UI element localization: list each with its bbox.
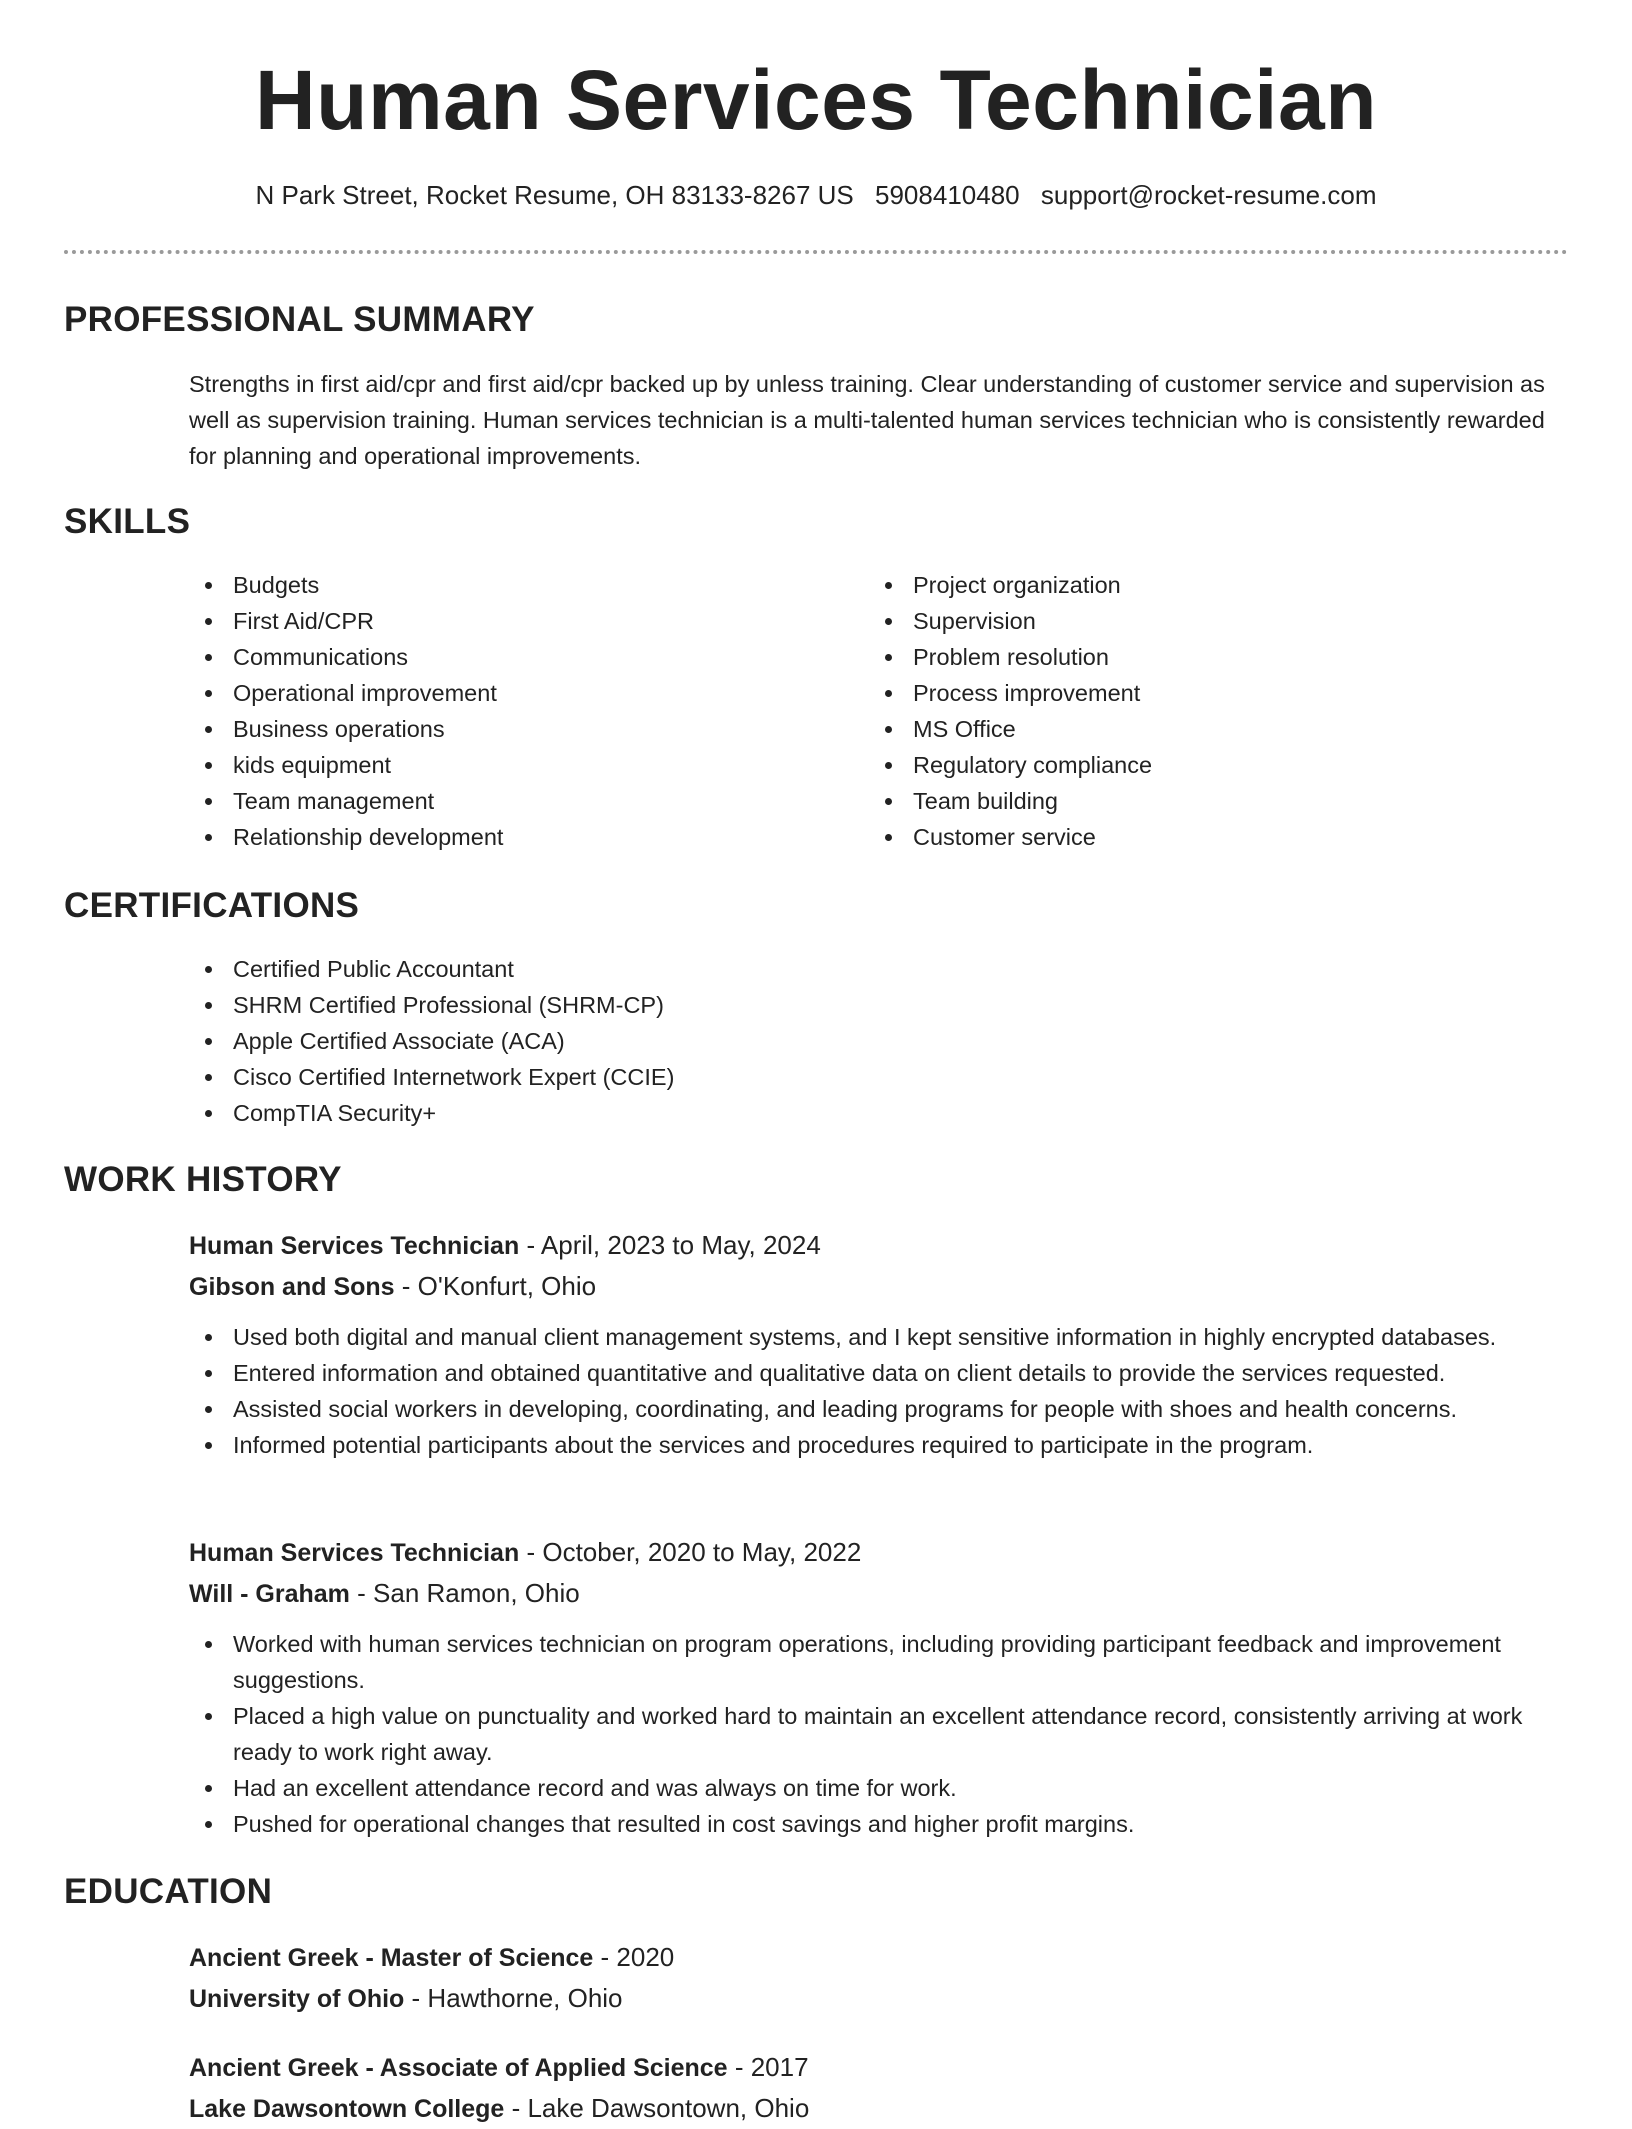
skill-item: Supervision [869,603,1509,639]
job-duties [189,1626,1579,1842]
skill-item: Team management [189,783,829,819]
job-title-line [189,1532,1579,1573]
job-dates: - October, 2020 to May, 2022 [519,1537,862,1567]
phone: 5908410480 [875,180,1020,210]
degree: Ancient Greek - Associate of Applied Science [189,2054,728,2082]
skills-heading: SKILLS [64,502,191,541]
skill-item: kids equipment [189,747,829,783]
skill-item: Regulatory compliance [869,747,1509,783]
certification-item: Apple Certified Associate (ACA) [189,1023,1089,1059]
skill-item: First Aid/CPR [189,603,829,639]
skill-item: Budgets [189,567,829,603]
certification-item: Cisco Certified Internetwork Expert (CCIE) [189,1059,1089,1095]
degree-line [189,1937,1489,1978]
skill-item: Operational improvement [189,675,829,711]
school: University of Ohio [189,1985,405,2013]
job-duty: Assisted social workers in developing, coordinating, and leading programs for people with shoes and health concerns. [189,1391,1579,1427]
school-location: - Lake Dawsontown, Ohio [504,2093,810,2123]
education-entry [189,2047,1489,2129]
job-company: Will - Graham [189,1580,350,1608]
school-line [189,2088,1489,2129]
certification-item: CompTIA Security+ [189,1095,1089,1131]
summary-text: Strengths in first aid/cpr and first aid/cpr backed up by unless training. Clear understanding of customer service and supervision as well as supervision training. Human services technician is a multi-talented human services technician who is consistently rewarded for planning and operational improvements. [189,371,1545,469]
job-title-line [189,1225,1579,1266]
job-duty: Placed a high value on punctuality and worked hard to maintain an excellent attendance record, consistently arriving at work ready to work right away. [189,1698,1579,1770]
contact-line [0,180,1632,211]
skill-item: Communications [189,639,829,675]
job-duty: Used both digital and manual client management systems, and I kept sensitive information in highly encrypted databases. [189,1319,1579,1355]
skill-item: Team building [869,783,1509,819]
school-location: - Hawthorne, Ohio [404,1983,623,2013]
degree: Ancient Greek - Master of Science [189,1944,594,1972]
degree-line [189,2047,1489,2088]
job-role: Human Services Technician [189,1232,520,1260]
certifications-heading: CERTIFICATIONS [64,886,360,925]
header-divider [64,250,1568,254]
email: support@rocket-resume.com [1040,180,1377,210]
job-company-line [189,1266,1579,1307]
job-duty: Had an excellent attendance record and was always on time for work. [189,1770,1579,1806]
job-location: - San Ramon, Ohio [349,1578,580,1608]
job-role: Human Services Technician [189,1539,520,1567]
certifications-list [189,951,1089,1131]
graduation-year: - 2017 [727,2052,809,2082]
skill-item: MS Office [869,711,1509,747]
job-location: - O'Konfurt, Ohio [394,1271,597,1301]
skills-list-right [869,567,1509,855]
education-heading: EDUCATION [64,1872,273,1911]
job-company-line [189,1573,1579,1614]
work-history-heading: WORK HISTORY [64,1160,342,1199]
skill-item: Relationship development [189,819,829,855]
certification-item: Certified Public Accountant [189,951,1089,987]
job-dates: - April, 2023 to May, 2024 [519,1230,821,1260]
skill-item: Business operations [189,711,829,747]
candidate-name: Human Services Technician [254,53,1378,147]
job-entry [189,1532,1579,1842]
skill-item: Project organization [869,567,1509,603]
job-duty: Worked with human services technician on program operations, including providing participant feedback and improvement suggestions. [189,1626,1579,1698]
graduation-year: - 2020 [593,1942,675,1972]
summary-heading: PROFESSIONAL SUMMARY [64,300,535,339]
school: Lake Dawsontown College [189,2095,505,2123]
job-entry [189,1225,1579,1463]
address: N Park Street, Rocket Resume, OH 83133-8267 US [255,180,854,210]
certification-item: SHRM Certified Professional (SHRM-CP) [189,987,1089,1023]
job-duties [189,1319,1579,1463]
job-duty: Pushed for operational changes that resulted in cost savings and higher profit margins. [189,1806,1579,1842]
school-line [189,1978,1489,2019]
skill-item: Problem resolution [869,639,1509,675]
skill-item: Process improvement [869,675,1509,711]
job-duty: Entered information and obtained quantitative and qualitative data on client details to provide the services requested. [189,1355,1579,1391]
job-duty: Informed potential participants about the services and procedures required to participate in the program. [189,1427,1579,1463]
job-company: Gibson and Sons [189,1273,395,1301]
skill-item: Customer service [869,819,1509,855]
skills-list-left [189,567,829,855]
education-entry [189,1937,1489,2019]
